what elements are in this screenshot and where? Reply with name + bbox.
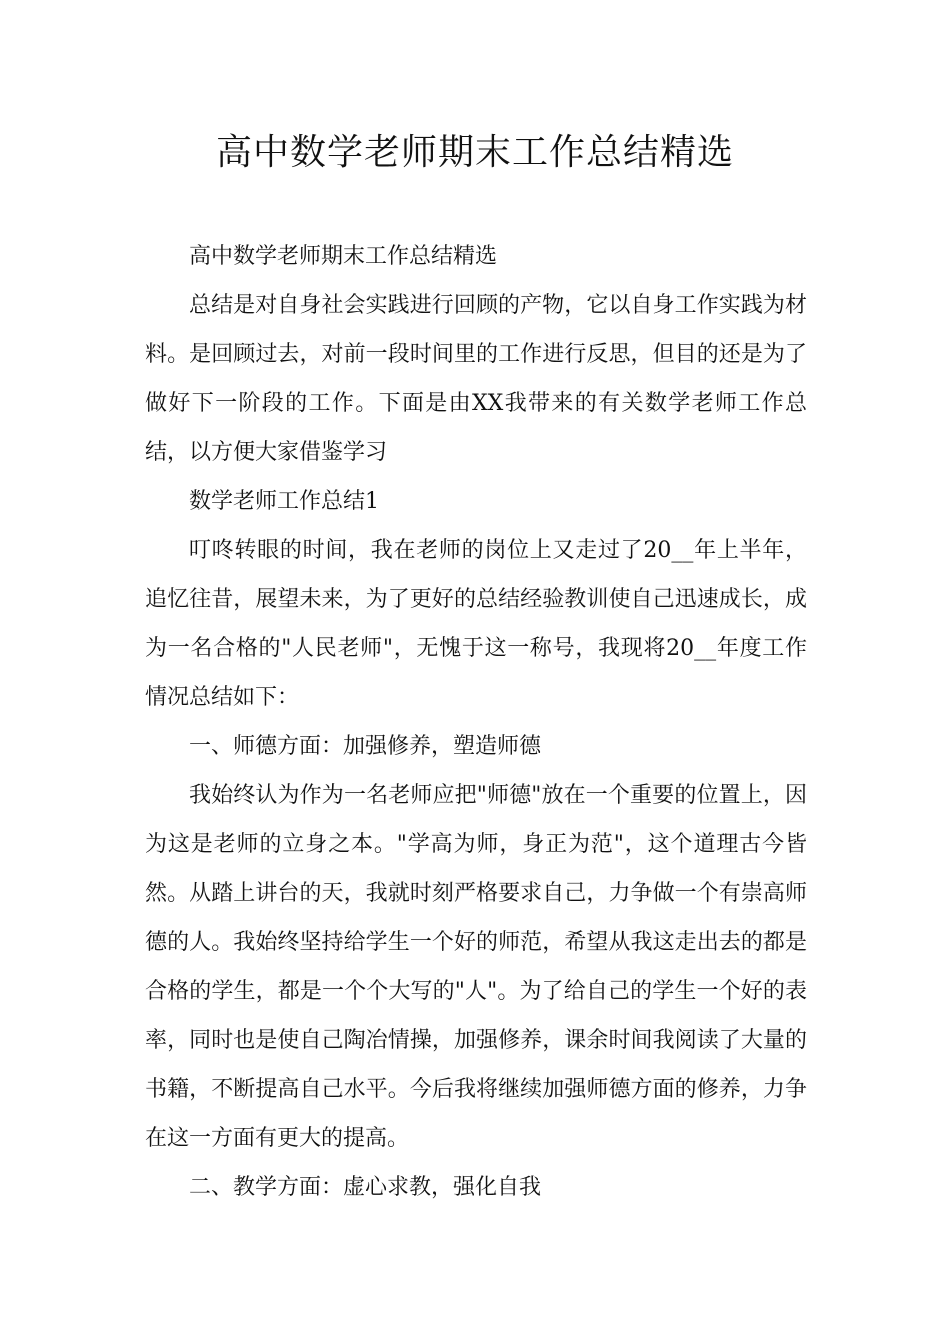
document-title: 高中数学老师期末工作总结精选	[215, 132, 734, 173]
paragraph-heading-teaching: 二、教学方面：虚心求教，强化自我	[189, 1175, 542, 1200]
paragraph-intro: 总结是对自身社会实践进行回顾的产物，它以自身工作实践为材料。是回顾过去，对前一段时间里的工作进行反思，但目的还是为了做好下一阶段的工作。下面是由XX我带来的有关数学老师工作总结，以方便大家借鉴学习	[145, 293, 807, 465]
document-body	[145, 232, 807, 1212]
paragraph-section-heading: 数学老师工作总结1	[189, 489, 379, 514]
paragraph-subtitle: 高中数学老师期末工作总结精选	[189, 244, 498, 269]
paragraph-opening: 叮咚转眼的时间，我在老师的岗位上又走过了20__年上半年，追忆往昔，展望未来，为了更好的总结经验教训使自己迅速成长，成为一名合格的"人民老师"，无愧于这一称号，我现将20__年度工作情况总结如下：	[145, 538, 807, 710]
paragraph-ethics: 我始终认为作为一名老师应把"师德"放在一个重要的位置上，因为这是老师的立身之本。"学高为师，身正为范"，这个道理古今皆然。从踏上讲台的天，我就时刻严格要求自己，力争做一个有崇高师德的人。我始终坚持给学生一个好的师范，希望从我这走出去的都是合格的学生，都是一个个大写的"人"。为了给自己的学生一个好的表率，同时也是使自己陶冶情操，加强修养，课余时间我阅读了大量的书籍，不断提高自己水平。今后我将继续加强师德方面的修养，力争在这一方面有更大的提高。	[145, 783, 807, 1151]
paragraph-heading-ethics: 一、师德方面：加强修养，塑造师德	[189, 734, 542, 759]
